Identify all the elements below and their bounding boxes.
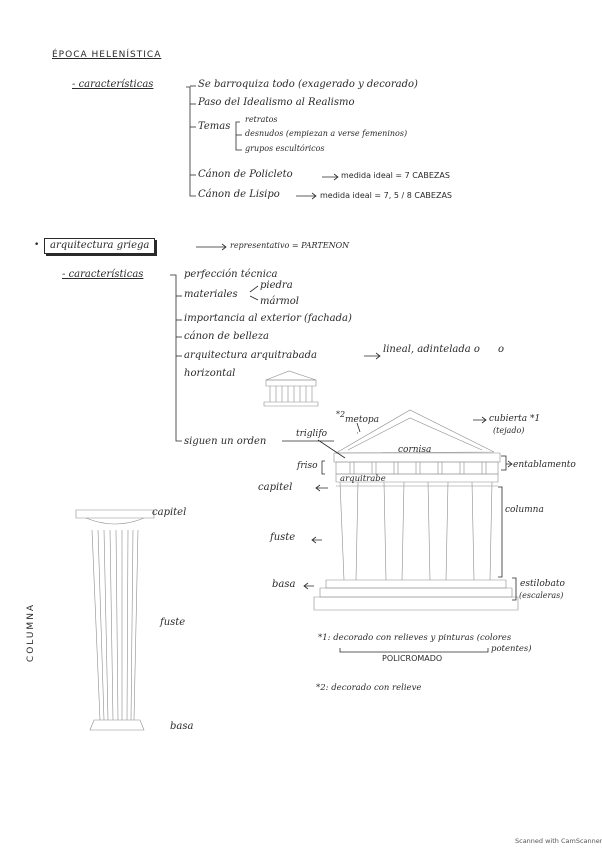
item-materiales: materiales bbox=[184, 289, 238, 300]
label-fuste: fuste bbox=[270, 532, 296, 543]
item-orden: siguen un orden bbox=[184, 436, 267, 447]
tema-grupos: grupos escultóricos bbox=[245, 144, 325, 153]
material-piedra: piedra bbox=[260, 280, 293, 291]
representative: representativo = PARTENON bbox=[230, 241, 350, 250]
label-capitel: capitel bbox=[258, 482, 293, 493]
label-triglifo: triglifo bbox=[296, 429, 328, 439]
label-arquitrabe: arquitrabe bbox=[340, 474, 386, 484]
label-estilobato: estilobato bbox=[520, 579, 565, 589]
lisipo-rule: medida ideal = 7, 5 / 8 CABEZAS bbox=[320, 191, 452, 200]
note1b: potentes) bbox=[491, 644, 532, 654]
item-lisipo: Cánon de Lisipo bbox=[198, 189, 280, 200]
item-canon: cánon de belleza bbox=[184, 331, 270, 342]
column-capitel: capitel bbox=[152, 507, 187, 518]
column-basa: basa bbox=[170, 721, 194, 732]
policleto-rule: medida ideal = 7 CABEZAS bbox=[341, 171, 450, 180]
item-paso: Paso del Idealismo al Realismo bbox=[198, 97, 355, 108]
footer-scanner: Scanned with CamScanner bbox=[515, 837, 602, 845]
label-tejado: (tejado) bbox=[493, 426, 525, 435]
section1-label: - características bbox=[72, 79, 154, 90]
column-fuste: fuste bbox=[160, 617, 186, 628]
item-temas: Temas bbox=[198, 121, 231, 132]
item-barroquiza: Se barroquiza todo (exagerado y decorado) bbox=[198, 79, 418, 90]
arquitectura-result: lineal, adintelada o bbox=[383, 344, 480, 355]
note2: *2: decorado con relieve bbox=[316, 683, 422, 693]
policromado: POLICROMADO bbox=[382, 654, 443, 663]
label-cubierta: cubierta *1 bbox=[489, 414, 541, 424]
label-metopa-mark: *2 bbox=[336, 410, 346, 419]
item-importancia: importancia al exterior (fachada) bbox=[184, 313, 352, 324]
item-perfeccion: perfección técnica bbox=[184, 269, 278, 280]
label-cornisa: cornisa bbox=[398, 445, 432, 455]
o-letter: o bbox=[498, 344, 505, 355]
section2-label: - características bbox=[62, 269, 144, 280]
tema-retratos: retratos bbox=[245, 115, 278, 124]
item-policleto: Cánon de Policleto bbox=[198, 169, 293, 180]
label-columna: columna bbox=[505, 505, 544, 515]
bullet: • bbox=[34, 240, 40, 250]
label-metopa: metopa bbox=[345, 415, 380, 425]
item-horizontal: horizontal bbox=[184, 368, 236, 379]
note1: *1: decorado con relieves y pinturas (colores bbox=[318, 633, 512, 643]
label-entablamento: entablamento bbox=[513, 460, 576, 470]
material-marmol: mármol bbox=[260, 296, 299, 307]
label-escaleras: (escaleras) bbox=[519, 591, 564, 600]
item-arquitectura: arquitectura arquitrabada bbox=[184, 350, 317, 361]
page-title: ÉPOCA HELENÍSTICA bbox=[52, 50, 162, 60]
label-basa: basa bbox=[272, 579, 296, 590]
section2-title: arquitectura griega bbox=[44, 238, 155, 254]
column-side-label: COLUMNA bbox=[26, 602, 37, 663]
label-friso: friso bbox=[297, 461, 318, 471]
tema-desnudos: desnudos (empiezan a verse femeninos) bbox=[245, 129, 408, 138]
